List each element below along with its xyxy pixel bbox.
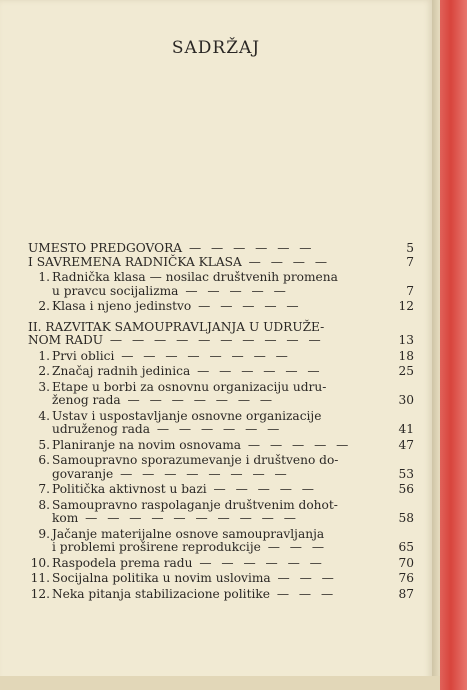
toc-entry-line (38, 348, 390, 364)
page-bottom-edge (0, 676, 440, 690)
toc-entry-text: Ustav i uspostavljanje osnovne organizacije (52, 408, 322, 423)
toc-entry-text: u pravcu socijalizma (52, 283, 179, 298)
toc-entry-text: II. RAZVITAK SAMOUPRAVLJANJA U UDRUŽE- (28, 319, 325, 334)
toc-leader-dashes: — — — — — (178, 283, 289, 298)
toc-leader-dashes: — — — — — — — — — — (78, 511, 299, 525)
toc-entry (28, 528, 414, 555)
toc-leader-dashes: — — — — — — — (120, 393, 276, 407)
toc-entry-text: I SAVREMENA RADNIČKA KLASA (28, 254, 242, 269)
toc-entry-text: Prvi oblici (52, 348, 115, 363)
toc-entry-number: 10. (30, 555, 50, 570)
toc-leader-dashes: — — — — — — — — — — (103, 333, 324, 347)
toc-leader-dashes: — — — — — — (190, 364, 323, 378)
toc-page-number: 25 (398, 364, 414, 378)
page-title: SADRŽAJ (171, 38, 261, 58)
toc-entry (28, 454, 414, 481)
toc-leader-dashes: — — — — — — — — (113, 466, 290, 481)
toc-entry-text: Socijalna politika u novim uslovima (52, 571, 271, 585)
toc-entry-line (38, 364, 390, 379)
toc-page-number: 18 (398, 348, 414, 363)
toc-entry-number: 2. (38, 364, 50, 378)
toc-entry-line (38, 453, 390, 468)
toc-page-number: 47 (398, 437, 414, 452)
toc-entry-number: 12. (30, 586, 50, 601)
toc-page-number: 5 (406, 241, 414, 255)
toc-entry (28, 557, 414, 571)
toc-entry (28, 365, 414, 379)
toc-entry-line (52, 394, 390, 408)
toc-entry-number: 8. (38, 497, 50, 512)
toc-entry-text: Jačanje materijalne osnove samoupravljanja (52, 526, 325, 541)
toc-entry-number: 11. (30, 571, 50, 585)
toc-entry-number: 5. (38, 437, 50, 452)
toc-page-number: 70 (398, 555, 414, 570)
toc-entry-line (38, 526, 390, 542)
toc-page-number: 30 (398, 393, 414, 407)
toc-entry-line (52, 285, 390, 299)
toc-entry-text: Samoupravno sporazumevanje i društveno do- (52, 453, 339, 467)
toc-page-number: 13 (398, 333, 414, 347)
toc-entry (28, 300, 414, 314)
toc-entry-number: 9. (38, 526, 50, 541)
toc-entry-line (30, 571, 390, 586)
toc-leader-dashes: — — — — — (206, 482, 317, 496)
toc-entry-text: Samoupravno raspolaganje društvenim dohot- (52, 497, 338, 512)
toc-entry-text: ženog rada (52, 393, 121, 407)
toc-entry (28, 410, 414, 437)
toc-entry (28, 381, 414, 408)
toc-entry-number: 6. (38, 453, 50, 467)
toc-entry-line (38, 482, 390, 497)
toc-page-number: 76 (398, 571, 414, 585)
toc-entry-line (38, 408, 390, 424)
toc-leader-dashes: — — — — (241, 254, 331, 269)
toc-entry-text: Politička aktivnost u bazi (52, 482, 207, 496)
toc-entry (28, 499, 414, 526)
toc-page-number: 7 (406, 283, 414, 298)
toc-entry-number: 1. (38, 348, 50, 363)
toc-entry-line (30, 555, 390, 571)
toc-entry-text: Raspodela prema radu (52, 555, 193, 570)
toc-entry-text: Radnička klasa — nosilac društvenih promena (52, 270, 338, 284)
table-of-contents (28, 242, 414, 601)
toc-entry-text: kom (52, 511, 79, 525)
red-cover-edge (440, 0, 467, 690)
toc-entry-line (38, 437, 390, 453)
toc-entry-line (38, 299, 390, 314)
toc-page-number: 58 (398, 511, 414, 525)
toc-entry (28, 242, 414, 256)
toc-entry-line (38, 379, 390, 395)
toc-page-number: 87 (398, 586, 414, 601)
toc-entry-text: Značaj radnih jedinica (52, 364, 191, 378)
toc-entry (28, 321, 414, 348)
toc-entry-text: Neka pitanja stabilizacione politike (52, 586, 270, 601)
toc-entry-number: 1. (38, 270, 50, 284)
toc-entry-line (52, 541, 390, 555)
toc-entry-text: Etape u borbi za osnovnu organizaciju udru- (52, 379, 327, 394)
toc-entry-text: govaranje (52, 466, 114, 481)
toc-page-number: 12 (398, 299, 414, 313)
toc-leader-dashes: — — — — — — (182, 241, 315, 255)
toc-leader-dashes: — — — (270, 571, 337, 585)
toc-entry-line (28, 321, 390, 335)
toc-entry-number: 3. (38, 379, 50, 394)
toc-leader-dashes: — — — — — — — — (114, 348, 291, 363)
toc-page-number: 41 (398, 422, 414, 436)
toc-entry (28, 256, 414, 270)
toc-entry-line (52, 468, 390, 482)
toc-entry-text: Planiranje na novim osnovama (52, 437, 242, 452)
toc-entry (28, 439, 414, 453)
toc-page-number: 7 (406, 254, 414, 269)
toc-leader-dashes: — — — — — (241, 437, 352, 452)
toc-entry-line (28, 242, 390, 256)
toc-entry (28, 483, 414, 497)
toc-entry-text: UMESTO PREDGOVORA (28, 241, 183, 255)
toc-leader-dashes: — — — — — (191, 299, 302, 313)
toc-entry-line (38, 270, 390, 285)
toc-entry-line (28, 334, 390, 348)
toc-entry-line (52, 423, 390, 437)
toc-entry-line (30, 586, 390, 602)
toc-entry-text: i problemi proširene reprodukcije (52, 540, 261, 554)
toc-entry (28, 350, 414, 364)
toc-leader-dashes: — — — — — — (192, 555, 325, 570)
page-edge-shadow (432, 0, 440, 690)
toc-entry-text: Klasa i njeno jedinstvo (52, 299, 192, 313)
toc-entry-line (52, 512, 390, 526)
toc-entry-line (38, 497, 390, 513)
toc-entry (28, 271, 414, 298)
toc-page-number: 56 (398, 482, 414, 496)
toc-entry (28, 588, 414, 602)
toc-entry-number: 2. (38, 299, 50, 313)
toc-entry-text: udruženog rada (52, 422, 150, 436)
toc-entry-text: NOM RADU (28, 333, 104, 347)
toc-leader-dashes: — — — (260, 540, 328, 554)
toc-leader-dashes: — — — (269, 586, 337, 601)
toc-entry-number: 7. (38, 482, 50, 496)
toc-page-number: 53 (398, 466, 414, 481)
toc-leader-dashes: — — — — — — (149, 422, 283, 436)
toc-page-number: 65 (398, 540, 414, 554)
toc-entry-number: 4. (38, 408, 50, 423)
toc-entry (28, 572, 414, 586)
toc-entry-line (28, 256, 390, 270)
